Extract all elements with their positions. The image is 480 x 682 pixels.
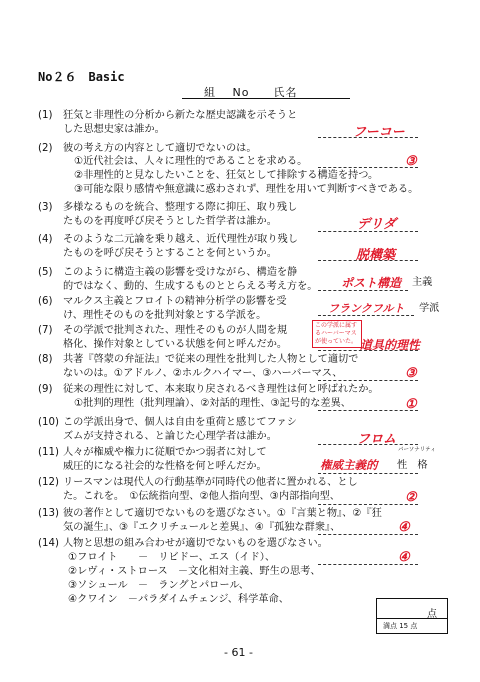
answer-line-11 bbox=[318, 473, 418, 474]
answer-line-3 bbox=[318, 231, 418, 232]
teacher-note: この学派に属す るハーバーマス が使っていた。 bbox=[312, 320, 362, 348]
q14-option-4: ④クワイン －パラダイムチェンジ、科学革命、 bbox=[68, 594, 289, 605]
score-full: 満点 15 点 bbox=[383, 622, 418, 630]
answer-6-suffix: 学派 bbox=[419, 303, 440, 314]
answer-12: ② bbox=[405, 490, 417, 505]
answer-line-5 bbox=[318, 290, 408, 291]
question-13: (13) 彼の著作として適切でないものを選びなさい。①『言葉と物』、②『狂 気の誕生』、③『エクリチュールと差異』、④『孤独な群衆』、 bbox=[38, 508, 382, 533]
question-6: (6) マルクス主義とフロイトの精神分析学の影響を受 け、理性そのものを批判対象とする学派を。 bbox=[38, 296, 287, 321]
score-box bbox=[376, 598, 448, 634]
answer-line-9 bbox=[318, 410, 418, 411]
question-2: (2) 彼の考え方の内容として適切でないのは。 bbox=[38, 143, 257, 154]
question-5: (5) このように構造主義の影響を受けながら、構造を静 的ではなく、動的、生成するものととらえる考え方を。 bbox=[38, 267, 318, 292]
question-8: (8) 共著『啓蒙の弁証法』で従来の理性を批判した人物として適切で ないのは。①アドルノ、②ホルクハイマー、③ハーバーマス、 bbox=[38, 354, 359, 379]
answer-5-suffix: 主義 bbox=[412, 277, 433, 288]
answer-line-6 bbox=[318, 315, 414, 316]
answer-11-ruby: パーソナリティ bbox=[398, 447, 436, 453]
answer-14: ④ bbox=[398, 550, 410, 565]
question-3: (3) 多様なるものを統合、整理する際に抑圧、取り残し たものを再度呼び戻そうとした哲学者は誰か。 bbox=[38, 202, 298, 227]
answer-line-12 bbox=[318, 504, 418, 505]
answer-5: ポスト構造 bbox=[341, 276, 402, 290]
q2-option-3: ③可能な限り感情や無意識に惑わされず、理性を用いて判断すべきである。 bbox=[74, 184, 419, 195]
q14-option-2: ②レヴィ・ストロース －文化相対主義、野生の思考、 bbox=[68, 566, 321, 577]
answer-2: ③ bbox=[405, 154, 417, 169]
question-1: (1) 狂気と非理性の分析から新たな歴史認識を示そうと した思想史家は誰か。 bbox=[38, 110, 298, 135]
answer-line-4 bbox=[318, 260, 418, 261]
answer-11: 権威主義的 bbox=[320, 458, 378, 472]
answer-9: ① bbox=[405, 397, 417, 412]
q9-options: ①批判的理性（批判理論）、②対話的理性、③記号的な差異、 bbox=[74, 398, 351, 409]
sheet-number: No２６ Basic bbox=[38, 70, 125, 84]
question-14: (14) 人物と思想の組み合わせが適切でないものを選びなさい。 bbox=[38, 538, 328, 549]
q2-option-2: ②非理性的と見なしたいことを、狂気として排除する構造を持つ。 bbox=[74, 170, 379, 181]
question-9: (9) 従来の理性に対して、本来取り戻されるべき理性は何と呼ばれたか。 bbox=[38, 384, 379, 395]
name-fields: 組 No 氏名 bbox=[204, 86, 298, 99]
q14-option-3: ③ソシュール － ラングとパロール、 bbox=[68, 580, 249, 591]
answer-4: 脱構築 bbox=[356, 248, 396, 263]
answer-line-2 bbox=[318, 167, 418, 168]
answer-line-8 bbox=[318, 380, 418, 381]
answer-11-suffix: 性 格 bbox=[397, 460, 428, 471]
answer-8: ③ bbox=[405, 366, 417, 381]
question-11: (11) 人々が権威や権力に従順でかつ弱者に対して 威圧的になる社会的な性格を何と呼んだか。 bbox=[38, 447, 267, 472]
name-underline bbox=[182, 98, 350, 99]
answer-line-14 bbox=[318, 564, 418, 565]
answer-line-7 bbox=[318, 350, 418, 351]
answer-10: フロム bbox=[357, 432, 397, 447]
answer-line-1 bbox=[318, 137, 418, 138]
page-number: - 61 - bbox=[224, 646, 253, 659]
answer-line-13 bbox=[318, 534, 418, 535]
q14-option-1: ①フロイト － リビドー、エス（イド）、 bbox=[68, 552, 276, 563]
answer-7: 道具的理性 bbox=[360, 338, 421, 352]
score-label: 点 bbox=[427, 609, 437, 620]
answer-3: デリダ bbox=[357, 217, 397, 232]
question-12: (12) リースマンは現代人の行動基準が同時代の他者に置かれる、とし た。これを。 ①伝統指向型、②他人指向型、③内部指向型、 bbox=[38, 477, 358, 502]
answer-13: ④ bbox=[398, 520, 410, 535]
answer-6: フランクフルト bbox=[328, 302, 405, 315]
score-divider bbox=[377, 618, 447, 619]
question-7: (7) その学派で批判された、理性そのものが人間を規 格化、操作対象としている状態を何と呼んだか。 bbox=[38, 325, 288, 350]
question-4: (4) そのような二元論を乗り越え、近代理性が取り残し たものを呼び戻そうとすることを何というか。 bbox=[38, 234, 298, 259]
q2-option-1: ①近代社会は、人々に理性的であることを求める。 bbox=[74, 156, 308, 167]
answer-1: フーコー bbox=[353, 125, 405, 140]
question-10: (10) この学派出身で、個人は自由を重荷と感じてファシ ズムが支持される、と論じた心理学者は誰か。 bbox=[38, 417, 297, 442]
